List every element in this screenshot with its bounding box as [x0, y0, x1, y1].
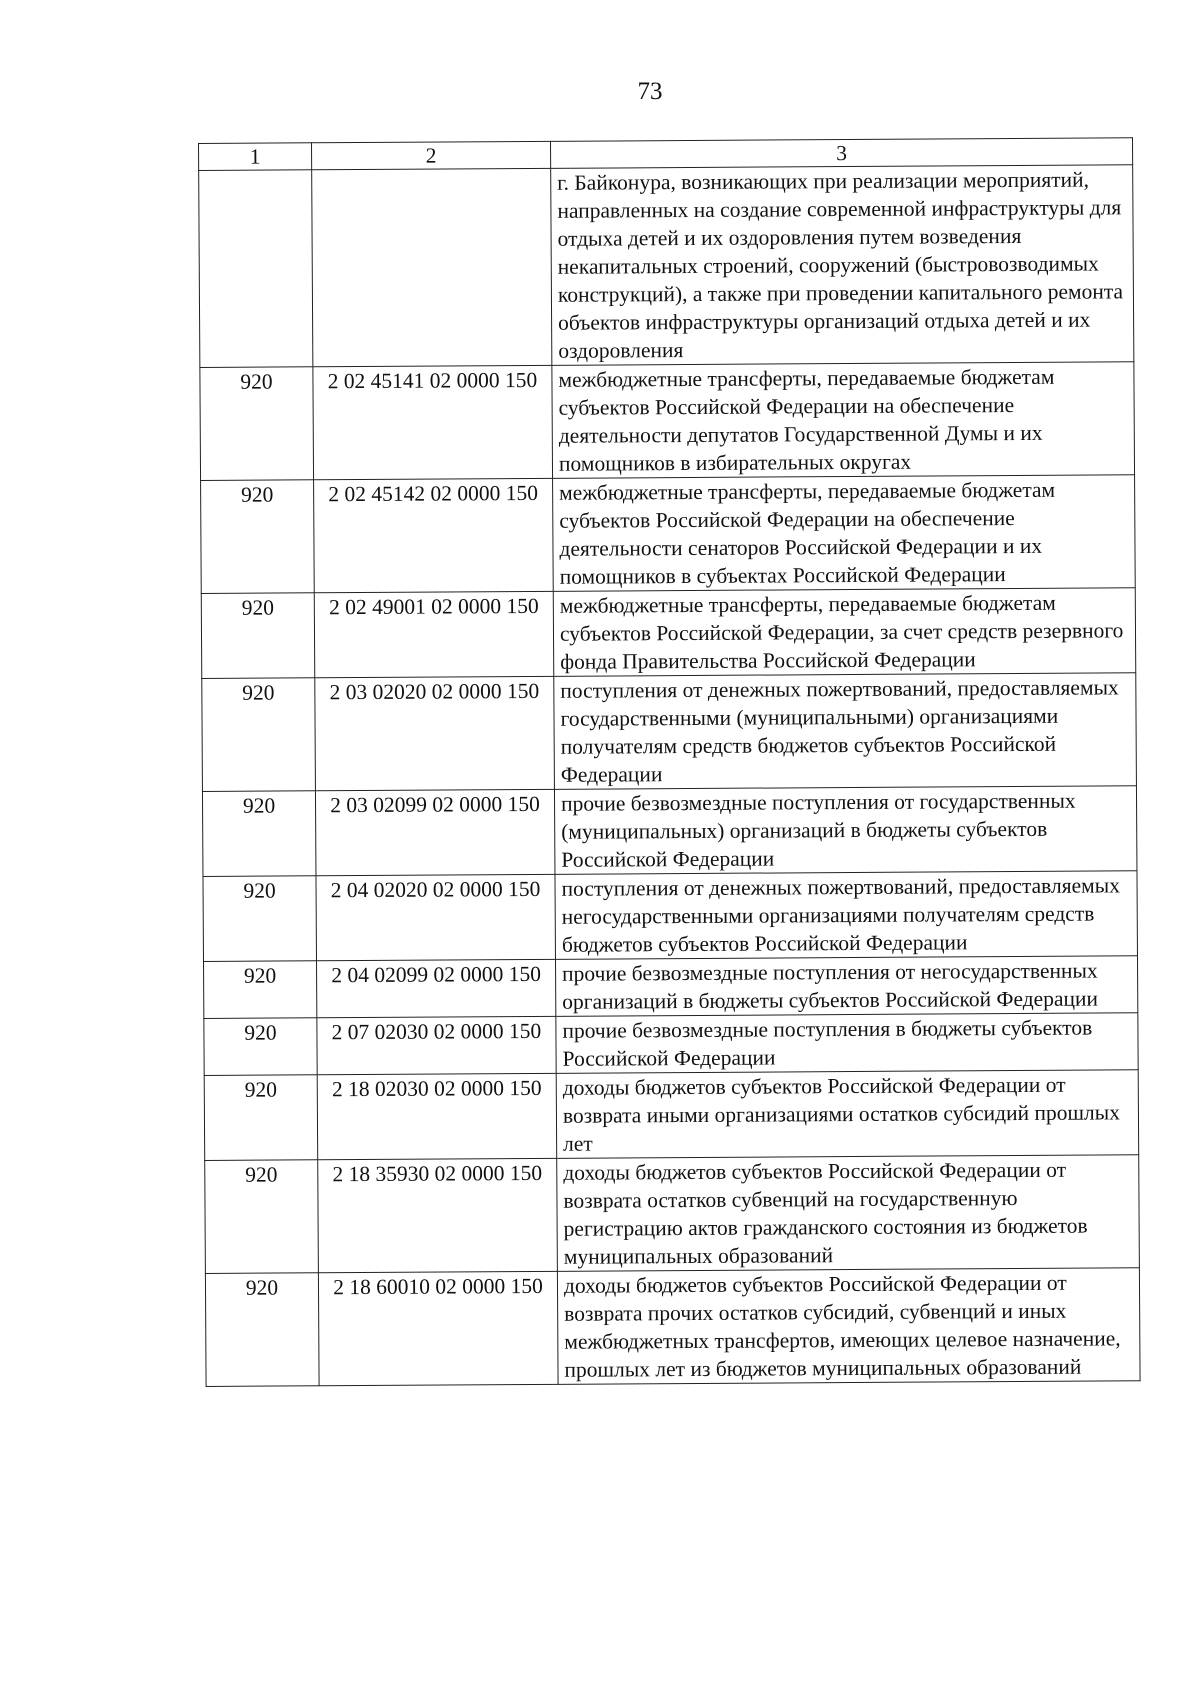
- table-row: [204, 1070, 1139, 1161]
- table-row-continuation: [199, 165, 1134, 368]
- table-row: [205, 1155, 1140, 1274]
- budget-code-cell: 2 02 45141 02 0000 150: [313, 365, 553, 479]
- table-row: [202, 673, 1137, 792]
- budget-codes-table: [198, 137, 1141, 1387]
- revenue-name-cell: межбюджетные трансферты, передаваемые бюджетам субъектов Российской Федерации, за счет средств резервного фонда Правительства Российской Федерации: [553, 588, 1136, 677]
- revenue-name-cell: доходы бюджетов субъектов Российской Федерации от возврата остатков субвенций на государственную регистрацию актов гражданского состояния из бюджетов муниципальных образований: [557, 1155, 1140, 1272]
- table-row: [201, 588, 1136, 679]
- budget-code-cell: 2 02 45142 02 0000 150: [314, 478, 554, 592]
- table-row: [200, 362, 1135, 481]
- admin-code-cell: 920: [205, 1273, 319, 1387]
- revenue-name-cell: прочие безвозмездные поступления в бюджеты субъектов Российской Федерации: [556, 1013, 1138, 1074]
- budget-code-cell: 2 07 02030 02 0000 150: [317, 1016, 556, 1074]
- column-header-1: 1: [199, 143, 312, 171]
- admin-code-cell: 920: [203, 961, 316, 1019]
- table-row: [201, 475, 1136, 594]
- page-number: 73: [637, 78, 663, 105]
- budget-code-cell: 2 03 02099 02 0000 150: [315, 789, 555, 875]
- admin-code-cell: [199, 170, 313, 368]
- column-header-3: 3: [550, 138, 1132, 169]
- budget-code-cell: 2 04 02020 02 0000 150: [316, 874, 556, 960]
- budget-code-cell: 2 18 02030 02 0000 150: [317, 1073, 557, 1159]
- table-body: [199, 165, 1140, 1387]
- revenue-name-cell: поступления от денежных пожертвований, предоставляемых государственными (муниципальными) организациями получателям средств бюджетов субъектов Российской Федерации: [554, 673, 1137, 790]
- admin-code-cell: 920: [202, 678, 316, 792]
- revenue-name-cell: межбюджетные трансферты, передаваемые бюджетам субъектов Российской Федерации на обеспечение деятельности сенаторов Российской Федерации и их помощников в субъектах Российской Федерации: [553, 475, 1136, 592]
- admin-code-cell: 920: [200, 367, 314, 481]
- admin-code-cell: 920: [201, 593, 315, 679]
- admin-code-cell: 920: [205, 1160, 319, 1274]
- table-row: [205, 1268, 1140, 1387]
- budget-code-cell: 2 18 35930 02 0000 150: [318, 1158, 558, 1272]
- admin-code-cell: 920: [204, 1018, 317, 1076]
- revenue-name-cell: прочие безвозмездные поступления от государственных (муниципальных) организаций в бюджеты субъектов Российской Федерации: [554, 786, 1137, 875]
- revenue-name-cell: доходы бюджетов субъектов Российской Федерации от возврата иными организациями остатков субсидий прошлых лет: [556, 1070, 1139, 1159]
- admin-code-cell: 920: [201, 480, 315, 594]
- budget-code-cell: 2 18 60010 02 0000 150: [318, 1271, 558, 1385]
- budget-code-cell: 2 03 02020 02 0000 150: [315, 676, 555, 790]
- budget-code-cell: 2 02 49001 02 0000 150: [314, 591, 554, 677]
- revenue-name-cell: доходы бюджетов субъектов Российской Федерации от возврата прочих остатков субсидий, субвенций и иных межбюджетных трансфертов, имеющих целевое назначение, прошлых лет из бюджетов муниципальных образований: [557, 1268, 1140, 1385]
- budget-code-cell: [312, 168, 552, 366]
- table-row: [203, 871, 1138, 962]
- table-row: [204, 1013, 1138, 1076]
- revenue-name-cell: г. Байконура, возникающих при реализации мероприятий, направленных на создание современной инфраструктуры для отдыха детей и их оздоровления путем возведения некапитальных строений, сооружений (быстровозводимых конструкций), а также при проведении капитального ремонта объектов инфраструктуры организаций отдыха детей и их оздоровления: [551, 165, 1134, 366]
- admin-code-cell: 920: [204, 1075, 318, 1161]
- admin-code-cell: 920: [202, 791, 316, 877]
- column-header-2: 2: [312, 141, 551, 169]
- admin-code-cell: 920: [203, 876, 317, 962]
- revenue-name-cell: межбюджетные трансферты, передаваемые бюджетам субъектов Российской Федерации на обеспечение деятельности депутатов Государственной Думы и их помощников в избирательных округах: [552, 362, 1135, 479]
- revenue-name-cell: поступления от денежных пожертвований, предоставляемых негосударственными организациями получателям средств бюджетов субъектов Российской Федерации: [555, 871, 1138, 960]
- table-row: [203, 956, 1137, 1019]
- revenue-name-cell: прочие безвозмездные поступления от негосударственных организаций в бюджеты субъектов Российской Федерации: [555, 956, 1137, 1017]
- table-row: [202, 786, 1137, 877]
- budget-code-cell: 2 04 02099 02 0000 150: [316, 959, 555, 1017]
